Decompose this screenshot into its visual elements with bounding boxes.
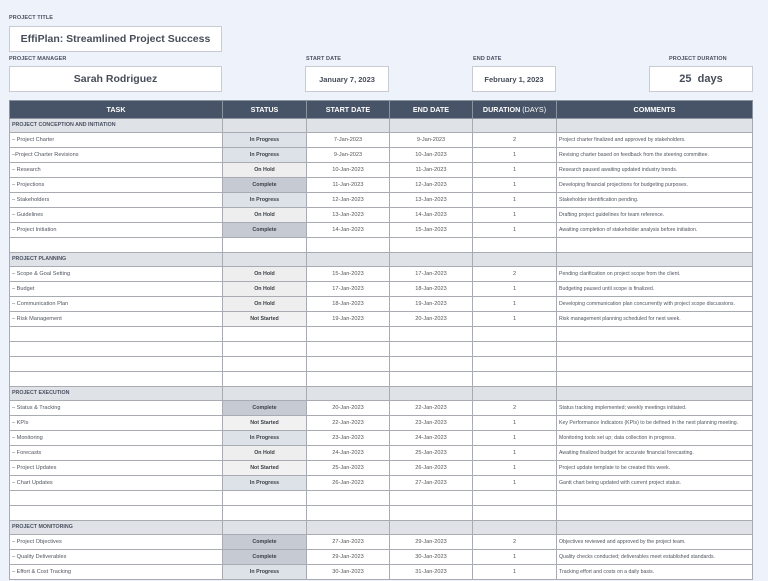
start-date-cell[interactable]: 11-Jan-2023 xyxy=(307,178,390,193)
column-header-task: TASK xyxy=(10,101,223,119)
start-date-cell[interactable]: 25-Jan-2023 xyxy=(307,461,390,476)
table-header-row xyxy=(10,101,753,119)
section-cell xyxy=(557,119,753,133)
task-row[interactable] xyxy=(10,133,753,148)
section-row xyxy=(10,521,753,535)
duration-cell[interactable]: 2 xyxy=(473,401,557,416)
end-date-cell[interactable]: 13-Jan-2023 xyxy=(390,193,473,208)
empty-cell[interactable] xyxy=(473,372,557,387)
project-title-label: PROJECT TITLE xyxy=(9,15,54,21)
duration-cell[interactable]: 2 xyxy=(473,133,557,148)
empty-cell[interactable] xyxy=(223,506,307,521)
task-row[interactable] xyxy=(10,193,753,208)
task-name-cell[interactable]: – Project Updates xyxy=(10,461,223,476)
column-header-duration xyxy=(473,101,557,119)
duration-cell[interactable]: 1 xyxy=(473,282,557,297)
section-cell xyxy=(473,387,557,401)
status-cell[interactable]: Not Started xyxy=(223,416,307,431)
comment-cell[interactable]: Objectives reviewed and approved by the project team. xyxy=(557,535,753,550)
end-date-cell[interactable]: 27-Jan-2023 xyxy=(390,476,473,491)
task-name-cell[interactable]: – Communication Plan xyxy=(10,297,223,312)
end-date-cell[interactable]: 19-Jan-2023 xyxy=(390,297,473,312)
task-row[interactable] xyxy=(10,446,753,461)
end-date-field[interactable]: February 1, 2023 xyxy=(472,66,556,92)
section-cell xyxy=(307,253,390,267)
section-cell xyxy=(390,253,473,267)
duration-cell[interactable]: 1 xyxy=(473,461,557,476)
section-row xyxy=(10,253,753,267)
status-cell[interactable]: In Progress xyxy=(223,476,307,491)
empty-cell[interactable] xyxy=(223,342,307,357)
start-date-cell[interactable]: 15-Jan-2023 xyxy=(307,267,390,282)
start-date-field[interactable]: January 7, 2023 xyxy=(305,66,389,92)
section-title: PROJECT EXECUTION xyxy=(10,387,223,401)
duration-cell[interactable]: 1 xyxy=(473,178,557,193)
empty-cell[interactable] xyxy=(10,506,223,521)
start-date-cell[interactable]: 10-Jan-2023 xyxy=(307,163,390,178)
column-header-status: STATUS xyxy=(223,101,307,119)
empty-cell[interactable] xyxy=(307,327,390,342)
task-row[interactable] xyxy=(10,535,753,550)
task-name-cell[interactable]: – Chart Updates xyxy=(10,476,223,491)
end-date-cell[interactable]: 12-Jan-2023 xyxy=(390,178,473,193)
task-name-cell[interactable]: – Monitoring xyxy=(10,431,223,446)
empty-cell[interactable] xyxy=(557,327,753,342)
duration-cell[interactable]: 1 xyxy=(473,476,557,491)
section-cell xyxy=(223,253,307,267)
end-date-cell[interactable]: 10-Jan-2023 xyxy=(390,148,473,163)
section-cell xyxy=(473,521,557,535)
duration-cell[interactable]: 2 xyxy=(473,535,557,550)
section-cell xyxy=(557,521,753,535)
status-cell[interactable]: In Progress xyxy=(223,565,307,580)
project-duration-label: PROJECT DURATION xyxy=(669,56,727,62)
empty-cell[interactable] xyxy=(10,238,223,253)
duration-header-unit: (DAYS) xyxy=(520,105,547,114)
status-cell[interactable]: On Hold xyxy=(223,297,307,312)
status-cell[interactable]: Not Started xyxy=(223,461,307,476)
project-title-field[interactable]: EffiPlan: Streamlined Project Success xyxy=(9,26,222,52)
start-date-cell[interactable]: 18-Jan-2023 xyxy=(307,297,390,312)
status-cell[interactable]: Complete xyxy=(223,401,307,416)
task-name-cell[interactable]: – Project Initiation xyxy=(10,223,223,238)
comment-cell[interactable]: Monitoring tools set up; data collection in progress. xyxy=(557,431,753,446)
empty-cell[interactable] xyxy=(223,357,307,372)
task-name-cell[interactable]: – Risk Management xyxy=(10,312,223,327)
status-cell[interactable]: In Progress xyxy=(223,133,307,148)
duration-header-label: DURATION xyxy=(482,105,521,114)
empty-cell[interactable] xyxy=(10,357,223,372)
status-cell[interactable]: Complete xyxy=(223,178,307,193)
empty-cell[interactable] xyxy=(473,357,557,372)
end-date-cell[interactable]: 11-Jan-2023 xyxy=(390,163,473,178)
task-name-cell[interactable]: – Forecasts xyxy=(10,446,223,461)
empty-cell[interactable] xyxy=(307,357,390,372)
empty-cell[interactable] xyxy=(223,372,307,387)
comment-cell[interactable]: Gantt chart being updated with current project status. xyxy=(557,476,753,491)
task-row[interactable] xyxy=(10,163,753,178)
empty-cell[interactable] xyxy=(390,342,473,357)
section-cell xyxy=(473,119,557,133)
task-name-cell[interactable]: – Effort & Cost Tracking xyxy=(10,565,223,580)
project-duration-field[interactable]: 25 days xyxy=(649,66,753,92)
empty-row[interactable] xyxy=(10,327,753,342)
start-date-cell[interactable]: 26-Jan-2023 xyxy=(307,476,390,491)
section-cell xyxy=(223,387,307,401)
duration-cell[interactable]: 1 xyxy=(473,193,557,208)
empty-cell[interactable] xyxy=(557,357,753,372)
status-cell[interactable]: On Hold xyxy=(223,282,307,297)
status-cell[interactable]: Complete xyxy=(223,550,307,565)
empty-cell[interactable] xyxy=(390,506,473,521)
comment-cell[interactable]: Budgeting paused until scope is finalized. xyxy=(557,282,753,297)
end-date-cell[interactable]: 9-Jan-2023 xyxy=(390,133,473,148)
duration-cell[interactable]: 1 xyxy=(473,148,557,163)
empty-row[interactable] xyxy=(10,506,753,521)
section-cell xyxy=(223,521,307,535)
start-date-cell[interactable]: 23-Jan-2023 xyxy=(307,431,390,446)
end-date-cell[interactable]: 14-Jan-2023 xyxy=(390,208,473,223)
empty-cell[interactable] xyxy=(473,506,557,521)
task-name-cell[interactable]: – Scope & Goal Setting xyxy=(10,267,223,282)
status-cell[interactable]: In Progress xyxy=(223,193,307,208)
end-date-label: END DATE xyxy=(473,56,502,62)
empty-cell[interactable] xyxy=(557,342,753,357)
empty-cell[interactable] xyxy=(10,372,223,387)
empty-cell[interactable] xyxy=(223,238,307,253)
section-cell xyxy=(390,521,473,535)
task-row[interactable] xyxy=(10,476,753,491)
empty-row[interactable] xyxy=(10,342,753,357)
status-cell[interactable]: Complete xyxy=(223,223,307,238)
section-cell xyxy=(557,253,753,267)
task-name-cell[interactable]: – Quality Deliverables xyxy=(10,550,223,565)
task-row[interactable] xyxy=(10,282,753,297)
task-row[interactable] xyxy=(10,208,753,223)
comment-cell[interactable]: Pending clarification on project scope from the client. xyxy=(557,267,753,282)
comment-cell[interactable]: Awaiting completion of stakeholder analysis before initiation. xyxy=(557,223,753,238)
empty-cell[interactable] xyxy=(557,491,753,506)
status-cell[interactable]: Complete xyxy=(223,535,307,550)
duration-cell[interactable]: 1 xyxy=(473,163,557,178)
comment-cell[interactable]: Developing financial projections for budgeting purposes. xyxy=(557,178,753,193)
comment-cell[interactable]: Awaiting finalized budget for accurate financial forecasting. xyxy=(557,446,753,461)
section-title: PROJECT CONCEPTION AND INITIATION xyxy=(10,119,223,133)
task-name-cell[interactable]: – Guidelines xyxy=(10,208,223,223)
empty-cell[interactable] xyxy=(307,491,390,506)
empty-row[interactable] xyxy=(10,238,753,253)
status-cell[interactable]: Not Started xyxy=(223,312,307,327)
duration-cell[interactable]: 1 xyxy=(473,431,557,446)
start-date-cell[interactable]: 30-Jan-2023 xyxy=(307,565,390,580)
end-date-cell[interactable]: 22-Jan-2023 xyxy=(390,401,473,416)
start-date-cell[interactable]: 29-Jan-2023 xyxy=(307,550,390,565)
column-header-comments: COMMENTS xyxy=(557,101,753,119)
empty-row[interactable] xyxy=(10,357,753,372)
end-date-cell[interactable]: 15-Jan-2023 xyxy=(390,223,473,238)
comment-cell[interactable]: Key Performance Indicators (KPIs) to be defined in the next planning meeting. xyxy=(557,416,753,431)
task-row[interactable] xyxy=(10,550,753,565)
empty-row[interactable] xyxy=(10,372,753,387)
comment-cell[interactable]: Research paused awaiting updated industry trends. xyxy=(557,163,753,178)
task-name-cell[interactable]: – Project Charter xyxy=(10,133,223,148)
comment-cell[interactable]: Status tracking implemented; weekly meetings initiated. xyxy=(557,401,753,416)
empty-cell[interactable] xyxy=(390,372,473,387)
status-cell[interactable]: On Hold xyxy=(223,446,307,461)
task-name-cell[interactable]: – Budget xyxy=(10,282,223,297)
task-row[interactable] xyxy=(10,267,753,282)
duration-cell[interactable]: 1 xyxy=(473,416,557,431)
task-row[interactable] xyxy=(10,401,753,416)
duration-cell[interactable]: 1 xyxy=(473,565,557,580)
comment-cell[interactable]: Revising charter based on feedback from the steering committee. xyxy=(557,148,753,163)
task-row[interactable] xyxy=(10,416,753,431)
start-date-cell[interactable]: 9-Jan-2023 xyxy=(307,148,390,163)
section-cell xyxy=(307,521,390,535)
empty-cell[interactable] xyxy=(390,357,473,372)
status-cell[interactable]: In Progress xyxy=(223,431,307,446)
section-title: PROJECT MONITORING xyxy=(10,521,223,535)
task-name-cell[interactable]: – Status & Tracking xyxy=(10,401,223,416)
empty-cell[interactable] xyxy=(10,491,223,506)
duration-cell[interactable]: 1 xyxy=(473,208,557,223)
empty-cell[interactable] xyxy=(390,327,473,342)
empty-cell[interactable] xyxy=(557,372,753,387)
empty-cell[interactable] xyxy=(307,342,390,357)
task-name-cell[interactable]: – Research xyxy=(10,163,223,178)
end-date-cell[interactable]: 31-Jan-2023 xyxy=(390,565,473,580)
duration-cell[interactable]: 1 xyxy=(473,550,557,565)
empty-cell[interactable] xyxy=(223,327,307,342)
task-name-cell[interactable]: – Projections xyxy=(10,178,223,193)
section-cell xyxy=(307,387,390,401)
task-row[interactable] xyxy=(10,565,753,580)
duration-cell[interactable]: 1 xyxy=(473,223,557,238)
start-date-cell[interactable]: 24-Jan-2023 xyxy=(307,446,390,461)
empty-cell[interactable] xyxy=(473,491,557,506)
column-header-start-date: START DATE xyxy=(307,101,390,119)
section-cell xyxy=(307,119,390,133)
start-date-cell[interactable]: 12-Jan-2023 xyxy=(307,193,390,208)
empty-cell[interactable] xyxy=(473,342,557,357)
start-date-label: START DATE xyxy=(306,56,342,62)
task-name-cell[interactable]: – Stakeholders xyxy=(10,193,223,208)
end-date-cell[interactable]: 23-Jan-2023 xyxy=(390,416,473,431)
section-row xyxy=(10,387,753,401)
start-date-cell[interactable]: 7-Jan-2023 xyxy=(307,133,390,148)
duration-cell[interactable]: 1 xyxy=(473,312,557,327)
start-date-cell[interactable]: 14-Jan-2023 xyxy=(307,223,390,238)
end-date-cell[interactable]: 18-Jan-2023 xyxy=(390,282,473,297)
end-date-cell[interactable]: 24-Jan-2023 xyxy=(390,431,473,446)
empty-cell[interactable] xyxy=(307,372,390,387)
task-name-cell[interactable]: – KPIs xyxy=(10,416,223,431)
status-cell[interactable]: On Hold xyxy=(223,163,307,178)
empty-cell[interactable] xyxy=(390,238,473,253)
comment-cell[interactable]: Tracking effort and costs on a daily basis. xyxy=(557,565,753,580)
empty-cell[interactable] xyxy=(473,238,557,253)
comment-cell[interactable]: Risk management planning scheduled for next week. xyxy=(557,312,753,327)
section-cell xyxy=(223,119,307,133)
start-date-cell[interactable]: 19-Jan-2023 xyxy=(307,312,390,327)
status-cell[interactable]: On Hold xyxy=(223,267,307,282)
task-row[interactable] xyxy=(10,223,753,238)
duration-cell[interactable]: 1 xyxy=(473,446,557,461)
task-row[interactable] xyxy=(10,312,753,327)
comment-cell[interactable]: Project update template to be created this week. xyxy=(557,461,753,476)
empty-cell[interactable] xyxy=(390,491,473,506)
section-cell xyxy=(557,387,753,401)
empty-row[interactable] xyxy=(10,491,753,506)
section-cell xyxy=(390,387,473,401)
task-row[interactable] xyxy=(10,297,753,312)
empty-cell[interactable] xyxy=(557,238,753,253)
task-name-cell[interactable]: –Project Charter Revisions xyxy=(10,148,223,163)
task-table xyxy=(9,100,753,580)
empty-cell[interactable] xyxy=(473,327,557,342)
section-cell xyxy=(473,253,557,267)
comment-cell[interactable]: Quality checks conducted; deliverables meet established standards. xyxy=(557,550,753,565)
section-row xyxy=(10,119,753,133)
empty-cell[interactable] xyxy=(307,506,390,521)
end-date-cell[interactable]: 30-Jan-2023 xyxy=(390,550,473,565)
duration-cell[interactable]: 2 xyxy=(473,267,557,282)
duration-cell[interactable]: 1 xyxy=(473,297,557,312)
end-date-cell[interactable]: 17-Jan-2023 xyxy=(390,267,473,282)
status-cell[interactable]: On Hold xyxy=(223,208,307,223)
comment-cell[interactable]: Project charter finalized and approved by stakeholders. xyxy=(557,133,753,148)
task-row[interactable] xyxy=(10,148,753,163)
comment-cell[interactable]: Stakeholder identification pending. xyxy=(557,193,753,208)
comment-cell[interactable]: Developing communication plan concurrently with project scope discussions. xyxy=(557,297,753,312)
comment-cell[interactable]: Drafting project guidelines for team reference. xyxy=(557,208,753,223)
empty-cell[interactable] xyxy=(10,327,223,342)
task-row[interactable] xyxy=(10,461,753,476)
start-date-cell[interactable]: 13-Jan-2023 xyxy=(307,208,390,223)
end-date-cell[interactable]: 25-Jan-2023 xyxy=(390,446,473,461)
empty-cell[interactable] xyxy=(223,491,307,506)
empty-cell[interactable] xyxy=(557,506,753,521)
start-date-cell[interactable]: 17-Jan-2023 xyxy=(307,282,390,297)
task-name-cell[interactable]: – Project Objectives xyxy=(10,535,223,550)
task-table-body xyxy=(10,119,753,580)
task-row[interactable] xyxy=(10,431,753,446)
start-date-cell[interactable]: 20-Jan-2023 xyxy=(307,401,390,416)
start-date-cell[interactable]: 27-Jan-2023 xyxy=(307,535,390,550)
section-cell xyxy=(390,119,473,133)
task-row[interactable] xyxy=(10,178,753,193)
status-cell[interactable]: In Progress xyxy=(223,148,307,163)
empty-cell[interactable] xyxy=(10,342,223,357)
project-manager-field[interactable]: Sarah Rodriguez xyxy=(9,66,222,92)
start-date-cell[interactable]: 22-Jan-2023 xyxy=(307,416,390,431)
section-title: PROJECT PLANNING xyxy=(10,253,223,267)
project-manager-label: PROJECT MANAGER xyxy=(9,56,67,62)
empty-cell[interactable] xyxy=(307,238,390,253)
column-header-end-date: END DATE xyxy=(390,101,473,119)
end-date-cell[interactable]: 29-Jan-2023 xyxy=(390,535,473,550)
end-date-cell[interactable]: 26-Jan-2023 xyxy=(390,461,473,476)
end-date-cell[interactable]: 20-Jan-2023 xyxy=(390,312,473,327)
